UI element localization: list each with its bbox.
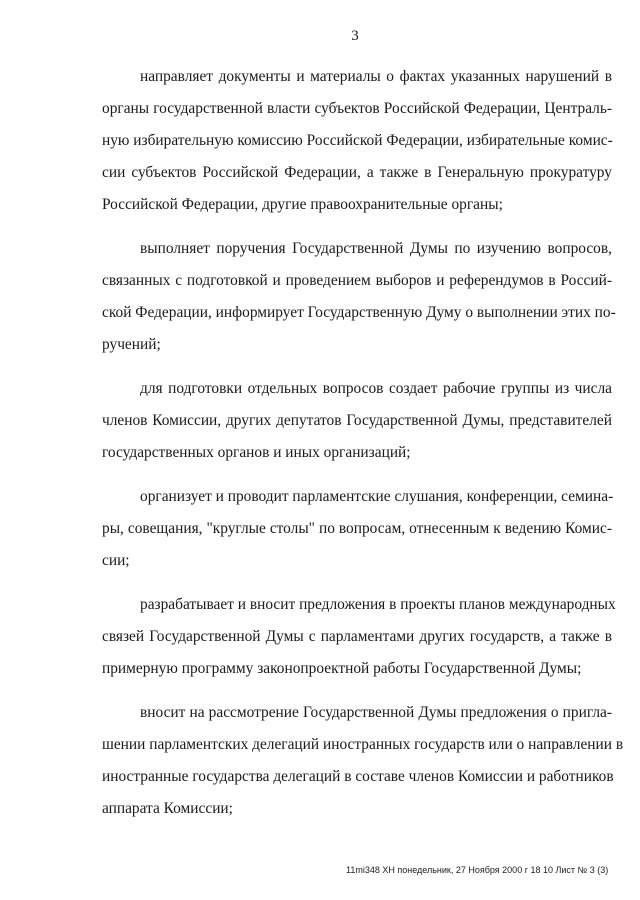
text-line: иностранные государства делегаций в составе членов Комиссии и работников	[102, 768, 614, 785]
text-line: членов Комиссии, других депутатов Государственной Думы, представителей	[102, 412, 612, 429]
text-line: примерную программу законопроектной работы Государственной Думы;	[102, 660, 582, 677]
text-line: шении парламентских делегаций иностранных государств или о направлении в	[102, 736, 624, 753]
text-line: связанных с подготовкой и проведением выборов и референдумов в Россий-	[102, 272, 612, 289]
text-line: связей Государственной Думы с парламентами других государств, а также в	[102, 628, 612, 645]
text-line: ры, совещания, "круглые столы" по вопросам, отнесенным к ведению Комис-	[102, 520, 612, 537]
text-line: сии;	[102, 552, 130, 569]
text-line: выполняет поручения Государственной Думы по изучению вопросов,	[140, 240, 612, 257]
paragraph	[102, 233, 616, 361]
text-line: организует и проводит парламентские слушания, конференции, семина-	[140, 488, 614, 505]
text-line: сии субъектов Российской Федерации, а также в Генеральную прокуратуру	[102, 164, 612, 181]
paragraph	[102, 481, 612, 577]
paragraph	[102, 589, 616, 685]
text-line: Российской Федерации, другие правоохранительные органы;	[102, 196, 503, 213]
text-line: государственных органов и иных организаций;	[102, 444, 411, 461]
text-line: ную избирательную комиссию Российской Федерации, избирательные комис-	[102, 132, 613, 149]
text-line: разрабатывает и вносит предложения в проекты планов международных	[140, 596, 616, 613]
paragraph	[102, 61, 612, 221]
page-number: 3	[351, 28, 359, 44]
page-footer: 11mi348 XH понедельник, 27 Ноября 2000 г 18 10 Лист № 3 (3)	[346, 865, 609, 875]
text-line: вносит на рассмотрение Государственной Думы предложения о пригла-	[140, 704, 612, 721]
paragraph	[102, 373, 612, 469]
text-line: для подготовки отдельных вопросов создает рабочие группы из числа	[140, 380, 612, 397]
text-line: ской Федерации, информирует Государственную Думу о выполнении этих по-	[102, 304, 616, 321]
text-line: ручений;	[102, 336, 161, 353]
text-line: направляет документы и материалы о фактах указанных нарушений в	[140, 68, 612, 85]
text-line: органы государственной власти субъектов Российской Федерации, Централь-	[102, 100, 612, 117]
text-line: аппарата Комиссии;	[102, 800, 233, 817]
paragraph	[102, 697, 624, 825]
document-body	[102, 61, 624, 837]
